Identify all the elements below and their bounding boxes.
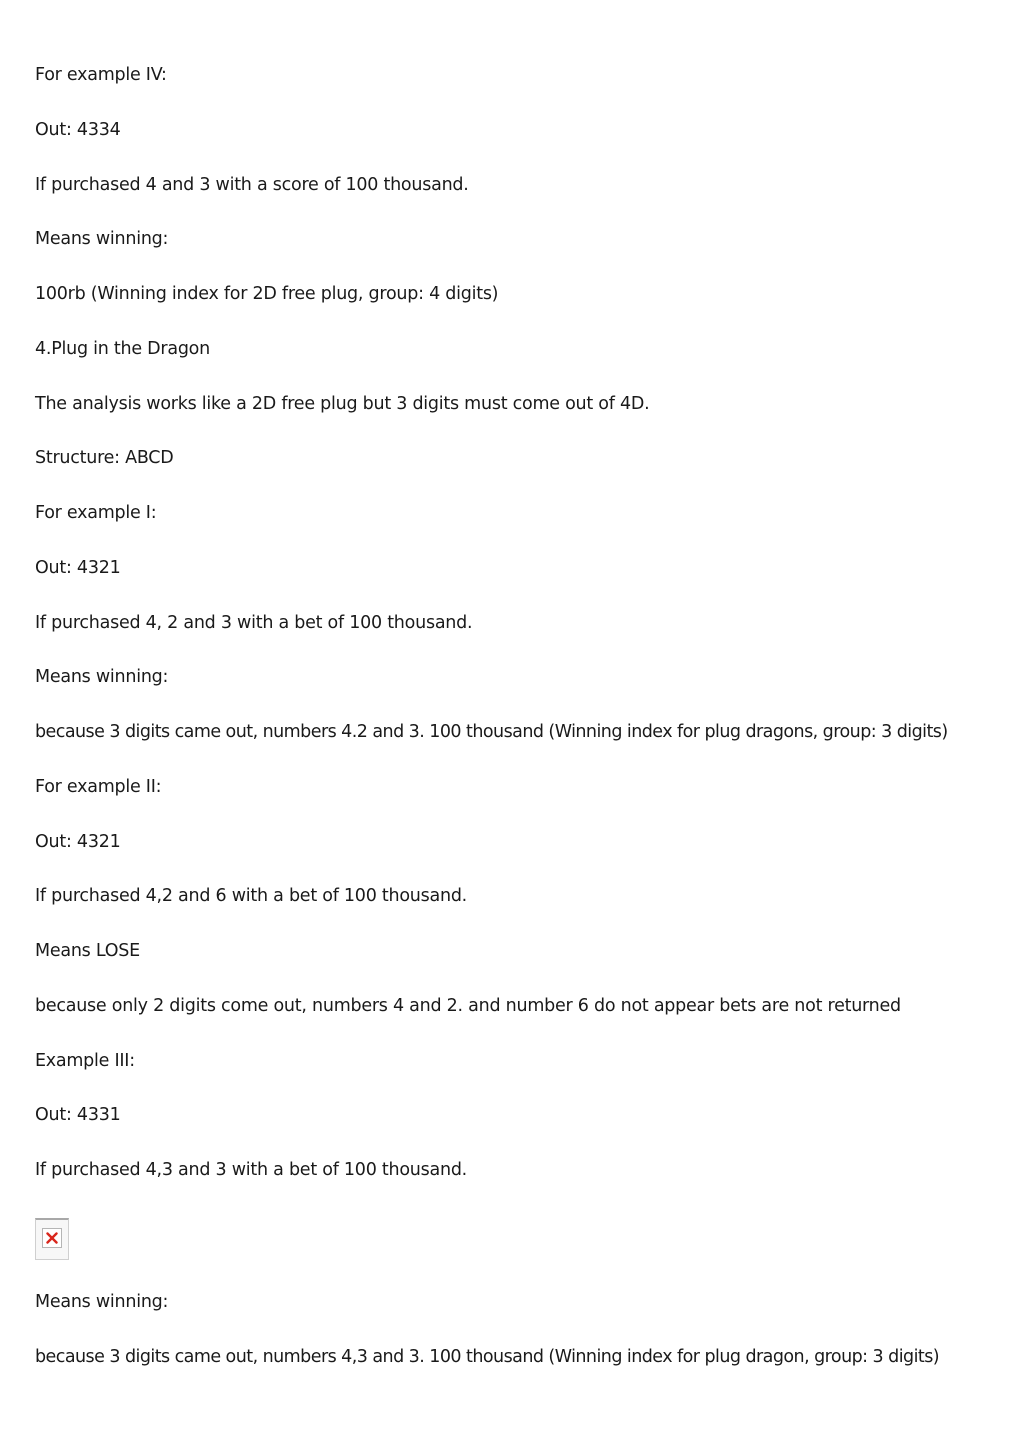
example-ii-out: Out: 4321 bbox=[35, 831, 121, 852]
example-iv-heading: For example IV: bbox=[35, 65, 167, 85]
example-ii-heading: For example II: bbox=[35, 776, 162, 797]
example-iii-heading: Example III: bbox=[35, 1050, 135, 1071]
example-iii-purchase: If purchased 4,3 and 3 with a bet of 100 thousand. bbox=[35, 1160, 467, 1180]
example-iv-result: Means winning: bbox=[35, 229, 169, 250]
section-heading-plug-dragon: 4.Plug in the Dragon bbox=[35, 338, 210, 359]
example-iv-out: Out: 4334 bbox=[35, 119, 121, 140]
example-iii-out: Out: 4331 bbox=[35, 1105, 121, 1126]
example-i-heading: For example I: bbox=[35, 503, 157, 523]
broken-image-icon bbox=[35, 1218, 69, 1260]
broken-image-container bbox=[35, 1210, 995, 1287]
example-i-explanation: because 3 digits came out, numbers 4.2 and 3. 100 thousand (Winning index for plug dragons, group: 3 digits) bbox=[35, 722, 948, 742]
example-iv-purchase: If purchased 4 and 3 with a score of 100 thousand. bbox=[35, 174, 469, 195]
example-i-result: Means winning: bbox=[35, 667, 169, 688]
article-body bbox=[35, 60, 995, 1396]
section-description: The analysis works like a 2D free plug but 3 digits must come out of 4D. bbox=[35, 393, 650, 414]
example-iv-winning-index: 100rb (Winning index for 2D free plug, group: 4 digits) bbox=[35, 284, 499, 304]
structure-line: Structure: ABCD bbox=[35, 448, 174, 469]
example-iii-result: Means winning: bbox=[35, 1291, 169, 1312]
red-x-icon bbox=[46, 1232, 58, 1244]
example-iii-explanation: because 3 digits came out, numbers 4,3 and 3. 100 thousand (Winning index for plug dragon, group: 3 digits) bbox=[35, 1346, 940, 1367]
example-i-out: Out: 4321 bbox=[35, 557, 121, 578]
example-i-purchase: If purchased 4, 2 and 3 with a bet of 100 thousand. bbox=[35, 612, 473, 633]
example-ii-result: Means LOSE bbox=[35, 941, 140, 961]
example-ii-explanation: because only 2 digits come out, numbers 4 and 2. and number 6 do not appear bets are not returned bbox=[35, 995, 901, 1016]
example-ii-purchase: If purchased 4,2 and 6 with a bet of 100 thousand. bbox=[35, 886, 467, 907]
